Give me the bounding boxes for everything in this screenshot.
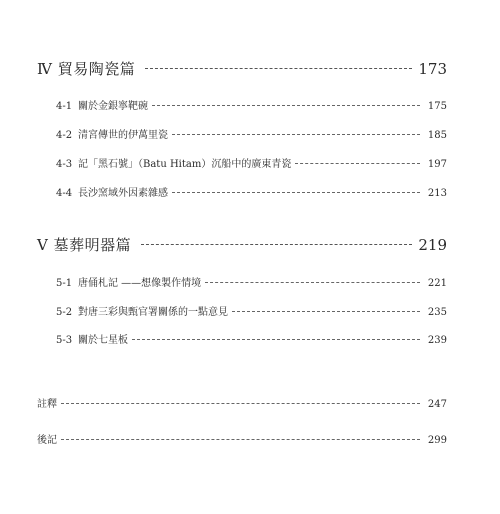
entry-page-number: 175	[427, 101, 447, 112]
toc-entry	[56, 126, 447, 141]
dot-leader	[205, 282, 420, 283]
entry-number: 4-1	[56, 101, 73, 112]
entry-number: 4-2	[56, 130, 73, 141]
entry-title: 關於七星板	[78, 335, 128, 346]
toc-entry	[56, 274, 447, 289]
entry-page-number: 235	[427, 307, 447, 318]
toc-entry	[56, 155, 447, 170]
entry-page-number: 221	[427, 278, 447, 289]
entry-title: 記「黑石號」（Batu Hitam）沉船中的廣東青瓷	[78, 159, 292, 170]
entry-page-number: 247	[427, 399, 447, 410]
entry-page-number: 299	[427, 435, 447, 446]
dot-leader	[172, 134, 420, 135]
dot-leader	[295, 163, 420, 164]
entry-number: 4-4	[56, 188, 73, 199]
entry-page-number: 197	[427, 159, 447, 170]
entry-page-number: 239	[427, 335, 447, 346]
entry-number: 5-2	[56, 307, 73, 318]
entry-number: 5-1	[56, 278, 73, 289]
entry-page-number: 213	[427, 188, 447, 199]
entry-title: 註釋	[37, 399, 57, 410]
dot-leader	[141, 244, 412, 245]
dot-leader	[145, 68, 412, 69]
entry-number: 5-3	[56, 335, 73, 346]
toc-entry	[56, 184, 447, 199]
entry-title: 關於金銀寧靶碗	[78, 101, 148, 112]
dot-leader	[172, 192, 420, 193]
toc-entry	[56, 303, 447, 318]
entry-page-number: 185	[427, 130, 447, 141]
section-heading-funerary-objects	[37, 234, 447, 255]
entry-title: 清宮傳世的伊萬里瓷	[78, 130, 168, 141]
dot-leader	[61, 403, 420, 404]
section-page-number: 173	[418, 60, 447, 78]
toc-entry	[56, 331, 447, 346]
section-heading-trade-ceramics	[37, 58, 447, 79]
toc-entry-afterword	[37, 431, 447, 446]
dot-leader	[232, 311, 420, 312]
entry-title: 後記	[37, 435, 57, 446]
section-title: Ⅳ 貿易陶瓷篇	[37, 60, 136, 78]
dot-leader	[132, 339, 420, 340]
dot-leader	[152, 105, 420, 106]
toc-entry	[56, 97, 447, 112]
entry-title: 對唐三彩與甄官署關係的一點意見	[78, 307, 228, 318]
entry-number: 4-3	[56, 159, 73, 170]
section-page-number: 219	[418, 236, 447, 254]
entry-title: 唐俑札記 ——想像製作情境	[78, 278, 202, 289]
section-title: Ⅴ 墓葬明器篇	[37, 236, 132, 254]
toc-entry-notes	[37, 395, 447, 410]
entry-title: 長沙窯域外因素雜感	[78, 188, 168, 199]
dot-leader	[61, 439, 420, 440]
